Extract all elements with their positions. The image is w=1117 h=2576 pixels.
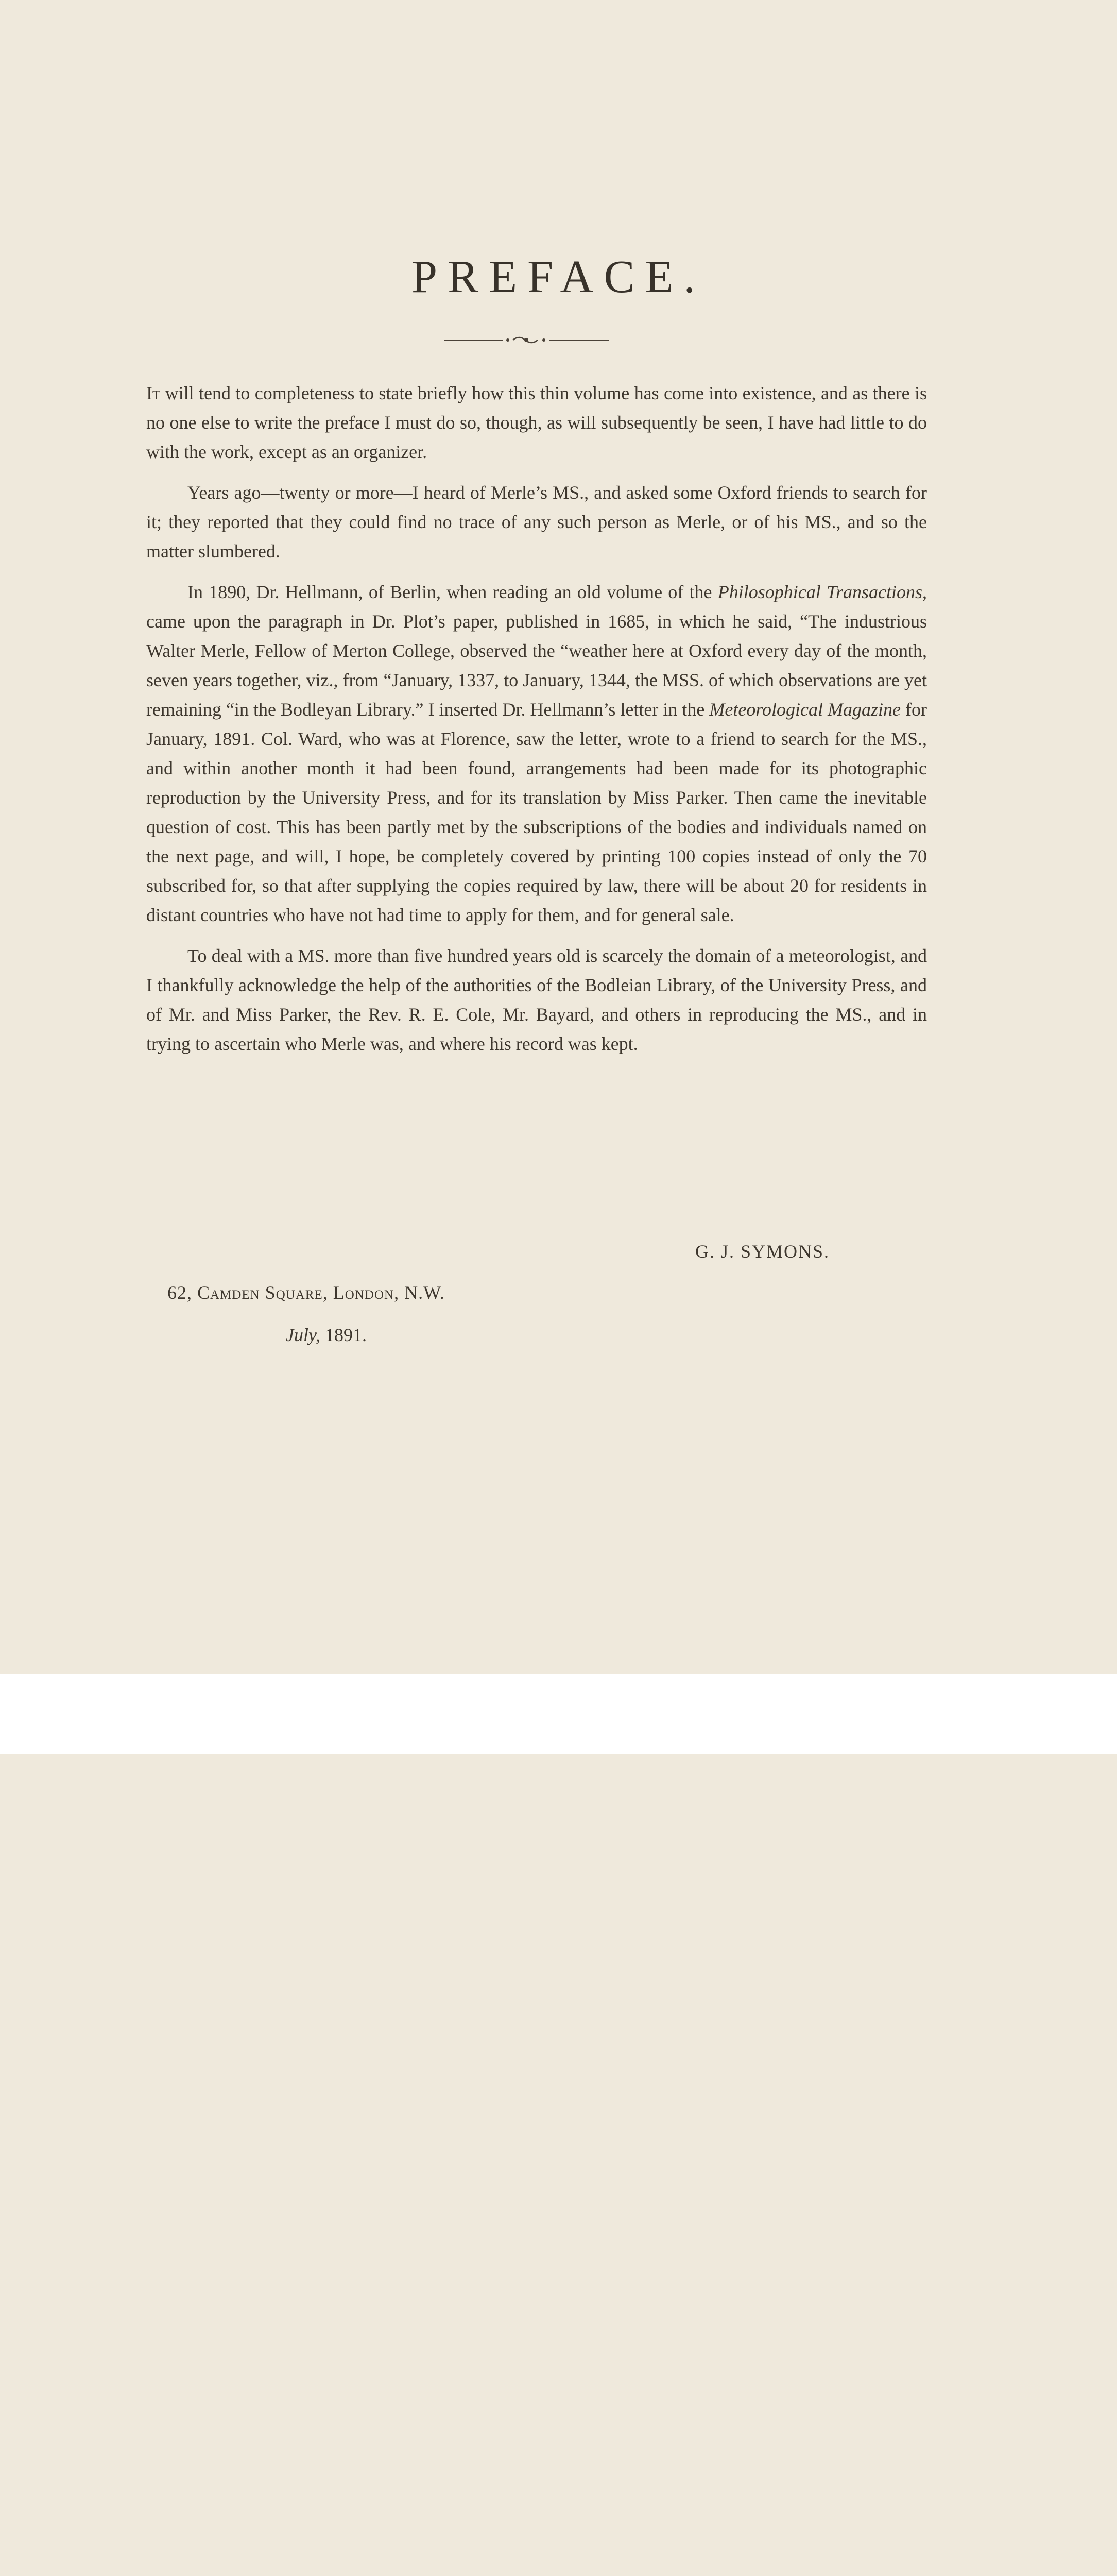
- paragraph-3: [146, 578, 927, 930]
- preface-body: [146, 379, 927, 1070]
- paragraph-3-text-b: , came upon the paragraph in Dr. Plot’s paper, published in 1685, in which he said, “The industrious Walter Merle, Fellow of Merton College, observed the “weather here at Oxford every day of the month, seven years together, viz., from “January, 1337, to January, 1344, the MSS. of which observations are yet remaining “in the Bodleyan Library.” I inserted Dr. Hellmann’s letter in the: [146, 582, 927, 720]
- page-title: PREFACE.: [411, 251, 706, 302]
- address: 62, Camden Square, London, N.W.: [167, 1282, 445, 1303]
- date: [286, 1324, 367, 1346]
- paragraph-2: Years ago—twenty or more—I heard of Merle’s MS., and asked some Oxford friends to search for it; they reported that they could find no trace of any such person as Merle, or of his MS., and so the matter slumbered.: [146, 482, 927, 562]
- paragraph-lead: It: [146, 383, 161, 403]
- footer-bar: [0, 1674, 1117, 1754]
- ornament-divider: [444, 330, 609, 350]
- paragraph-3-text-c: for January, 1891. Col. Ward, who was at Florence, saw the letter, wrote to a friend to search for the MS., and within another month it had been found, arrangements had been made for its photographic reproduction by the University Press, and for its translation by Miss Parker. Then came the inevitable question of cost. This has been partly met by the subscriptions of the bodies and individuals named on the next page, and will, I hope, be completely covered by printing 100 copies instead of only the 70 subscribed for, so that after supplying the copies required by law, there will be about 20 for residents in distant countries who have not had time to apply for them, and for general sale.: [146, 699, 927, 925]
- journal-title-philosophical-transactions: Philosophical Transactions: [717, 582, 922, 602]
- date-year: 1891.: [320, 1325, 367, 1345]
- date-month: July,: [286, 1325, 320, 1345]
- paragraph-3-text-a: In 1890, Dr. Hellmann, of Berlin, when reading an old volume of the: [187, 582, 718, 602]
- journal-title-meteorological-magazine: Meteorological Magazine: [709, 699, 901, 720]
- paragraph-1-text: will tend to completeness to state briefly how this thin volume has come into existence, and as there is no one else to write the preface I must do so, though, as will subsequently be seen, I have had little to do with the work, except as an organizer.: [146, 383, 927, 462]
- paragraph-1: [146, 379, 927, 467]
- paragraph-4: To deal with a MS. more than five hundred years old is scarcely the domain of a meteorologist, and I thankfully acknowledge the help of the authorities of the Bodleian Library, of the University Press, and of Mr. and Miss Parker, the Rev. R. E. Cole, Mr. Bayard, and others in reproducing the MS., and in trying to ascertain who Merle was, and where his record was kept.: [146, 945, 927, 1054]
- signature: G. J. SYMONS.: [695, 1241, 830, 1262]
